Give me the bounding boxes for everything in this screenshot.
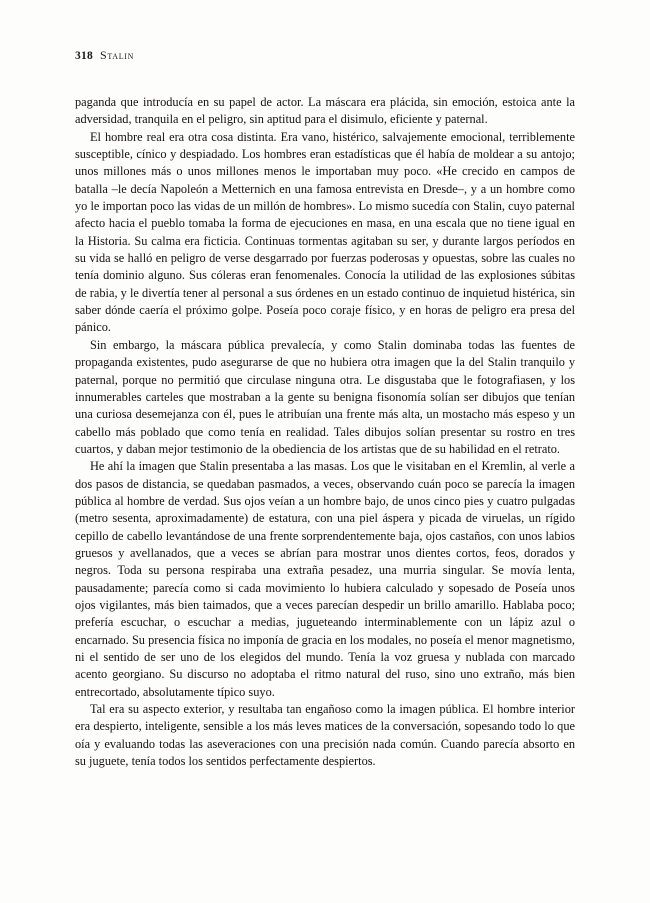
running-title: Stalin <box>99 48 135 62</box>
paragraph: paganda que introducía en su papel de actor. La máscara era plácida, sin emoción, estoica ante la adversidad, tranquila en el peligro, sin aptitud para el disimulo, eficiente y paternal. <box>75 95 575 127</box>
paragraph: He ahí la imagen que Stalin presentaba a las masas. Los que le visitaban en el Kremlin, al verle a dos pasos de distancia, se quedaban pasmados, a veces, observando cuán poco se parecía la imagen pública al hombre de verdad. Sus ojos veían a un hombre bajo, de unos cinco pies y cuatro pulgadas (metro sesenta, aproximadamente) de estatura, con una piel áspera y picada de viruelas, un rígido cepillo de cabello levantándose de una frente sorprendentemente baja, ojos castaños, con unos labios gruesos y avellanados, que a veces se abrían para mostrar unos dientes cortos, feos, dorados y negros. Toda su persona respiraba una extraña pesadez, una murria singular. Se movía lenta, pausadamente; parecía como si cada movimiento lo hubiera calculado y sopesado de Poseía unos ojos vigilantes, más bien taimados, que a veces parecían despedir un brillo amarillo. Hablaba poco; prefería escuchar, o escuchar a medias, jugueteando interminablemente con un lápiz azul o encarnado. Su presencia física no imponía de gracia en los modales, no poseía el menor magnetismo, ni el sentido de ser uno de los elegidos del mundo. Tenía la voz gruesa y nublada con marcado acento georgiano. Su discurso no adoptaba el ritmo natural del ruso, sino uno extraño, más bien entrecortado, absolutamente típico suyo. <box>75 459 575 699</box>
body-text <box>75 94 575 770</box>
paragraph: Sin embargo, la máscara pública prevalecía, y como Stalin dominaba todas las fuentes de propaganda existentes, pudo asegurarse de que no hubiera otra imagen que la del Stalin tranquilo y paternal, porque no permitió que circulase ninguna otra. Le disgustaba que le fotografiasen, y los innumerables carteles que mostraban a la gente su benigna fisonomía solían ser dibujos que tenían una curiosa desemejanza con él, pues le atribuían una frente más alta, un mostacho más espeso y un cabello más poblado que como tenía en realidad. Tales dibujos solían presentar su rostro en tres cuartos, y daban mejor testimonio de la obediencia de los artistas que de su habilidad en el retrato. <box>75 337 575 456</box>
paragraph: Tal era su aspecto exterior, y resultaba tan engañoso como la imagen pública. El hombre interior era despierto, inteligente, sensible a los más leves matices de la conversación, sopesando todo lo que oía y evaluando todas las aseveraciones con una precisión nada común. Cuando parecía absorto en su juguete, tenía todos los sentidos perfectamente despiertos. <box>75 702 575 769</box>
page-header <box>75 48 134 63</box>
paragraph: El hombre real era otra cosa distinta. Era vano, histérico, salvajemente emocional, terriblemente susceptible, cínico y despiadado. Los hombres eran estadísticas que él había de moldear a su antojo; unos millones más o unos millones menos le importaban muy poco. «He crecido en campos de batalla –le decía Napoleón a Metternich en una famosa entrevista en Dresde–, y a un hombre como yo le importan poco las vidas de un millón de hombres». Lo mismo sucedía con Stalin, cuyo paternal afecto hacia el pueblo tomaba la forma de ejecuciones en masa, en una escala que no tiene igual en la Historia. Su calma era ficticia. Continuas tormentas agitaban su ser, y durante largos períodos en su vida se halló en peligro de verse desgarrado por fuerzas poderosas y opuestas, sobre las cuales no tenía dominio alguno. Sus cóleras eran fenomenales. Conocía la utilidad de las explosiones súbitas de rabia, y le divertía tener al personal a sus órdenes en un estado continuo de inquietud histérica, sin saber dónde caería el próximo golpe. Poseía poco coraje físico, y en horas de peligro era presa del pánico. <box>75 129 575 335</box>
page-number: 318 <box>75 50 93 62</box>
